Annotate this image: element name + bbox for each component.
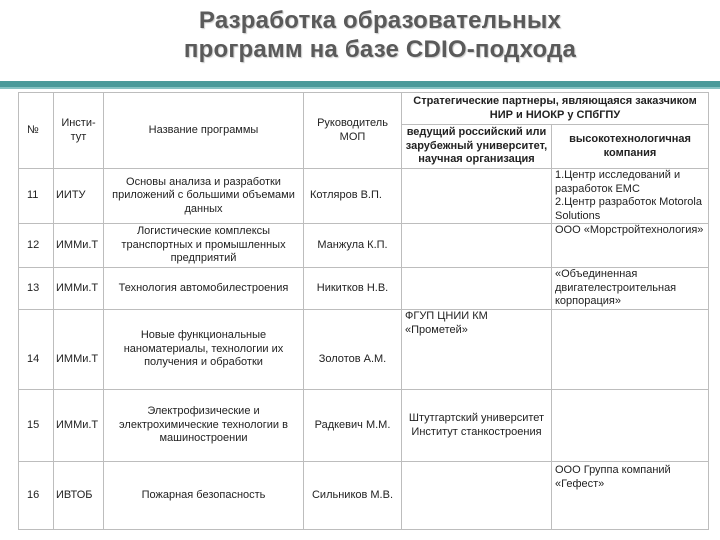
row-institute: ИИТУ bbox=[54, 169, 104, 224]
row-num: 14 bbox=[19, 310, 54, 390]
row-institute: ИММи.Т bbox=[54, 390, 104, 462]
table-row bbox=[19, 462, 709, 530]
table-row bbox=[19, 268, 709, 310]
row-partner-company: 1.Центр исследований и разработок EMC 2.Центр разработок Motorola Solutions bbox=[552, 169, 709, 224]
row-head: Котляров В.П. bbox=[304, 169, 402, 224]
row-num: 16 bbox=[19, 462, 54, 530]
header-program: Название программы bbox=[104, 93, 304, 169]
row-program: Новые функциональные наноматериалы, технологии их получения и обработки bbox=[104, 310, 304, 390]
row-partner-company bbox=[552, 310, 709, 390]
row-partner-company bbox=[552, 390, 709, 462]
row-head: Сильников М.В. bbox=[304, 462, 402, 530]
row-head: Золотов А.М. bbox=[304, 310, 402, 390]
table-row bbox=[19, 224, 709, 268]
row-partner-university: ФГУП ЦНИИ КМ «Прометей» bbox=[402, 310, 552, 390]
row-partner-company: ООО «Морстройтехнология» bbox=[552, 224, 709, 268]
table-row bbox=[19, 310, 709, 390]
row-program: Основы анализа и разработки приложений с большими объемами данных bbox=[104, 169, 304, 224]
programs-table bbox=[18, 92, 709, 530]
row-partner-university bbox=[402, 462, 552, 530]
row-program: Пожарная безопасность bbox=[104, 462, 304, 530]
row-program: Логистические комплексы транспортных и промышленных предприятий bbox=[104, 224, 304, 268]
row-institute: ИММи.Т bbox=[54, 310, 104, 390]
header-num: № bbox=[19, 93, 54, 169]
row-num: 11 bbox=[19, 169, 54, 224]
row-partner-university: Штутгартский университет Институт станкостроения bbox=[402, 390, 552, 462]
row-institute: ИММи.Т bbox=[54, 268, 104, 310]
row-partner-company: «Объединенная двигателестроительная корпорация» bbox=[552, 268, 709, 310]
header-partner-company: высокотехнологичная компания bbox=[552, 125, 709, 169]
row-num: 12 bbox=[19, 224, 54, 268]
row-institute: ИВТОБ bbox=[54, 462, 104, 530]
header-institute: Инсти-тут bbox=[54, 93, 104, 169]
row-head: Радкевич М.М. bbox=[304, 390, 402, 462]
row-partner-university bbox=[402, 169, 552, 224]
row-program: Электрофизические и электрохимические технологии в машиностроении bbox=[104, 390, 304, 462]
title-line-1: Разработка образовательных bbox=[198, 7, 562, 34]
title-divider-light bbox=[0, 87, 720, 89]
table-row bbox=[19, 169, 709, 224]
header-partners: Стратегические партнеры, являющаяся заказчиком НИР и НИОКР у СПбГПУ bbox=[402, 93, 709, 125]
page-title bbox=[100, 6, 660, 64]
title-line-2: программ на базе CDIO-подхода bbox=[183, 36, 577, 63]
table-row bbox=[19, 390, 709, 462]
row-head: Никитков Н.В. bbox=[304, 268, 402, 310]
row-num: 15 bbox=[19, 390, 54, 462]
row-partner-university bbox=[402, 224, 552, 268]
header-head: Руководитель МОП bbox=[304, 93, 402, 169]
row-head: Манжула К.П. bbox=[304, 224, 402, 268]
row-program: Технология автомобилестроения bbox=[104, 268, 304, 310]
header-partner-university: ведущий российский или зарубежный университет, научная организация bbox=[402, 125, 552, 169]
row-partner-company: ООО Группа компаний «Гефест» bbox=[552, 462, 709, 530]
row-num: 13 bbox=[19, 268, 54, 310]
row-partner-university bbox=[402, 268, 552, 310]
table-header-row bbox=[19, 93, 709, 125]
row-institute: ИММи.Т bbox=[54, 224, 104, 268]
